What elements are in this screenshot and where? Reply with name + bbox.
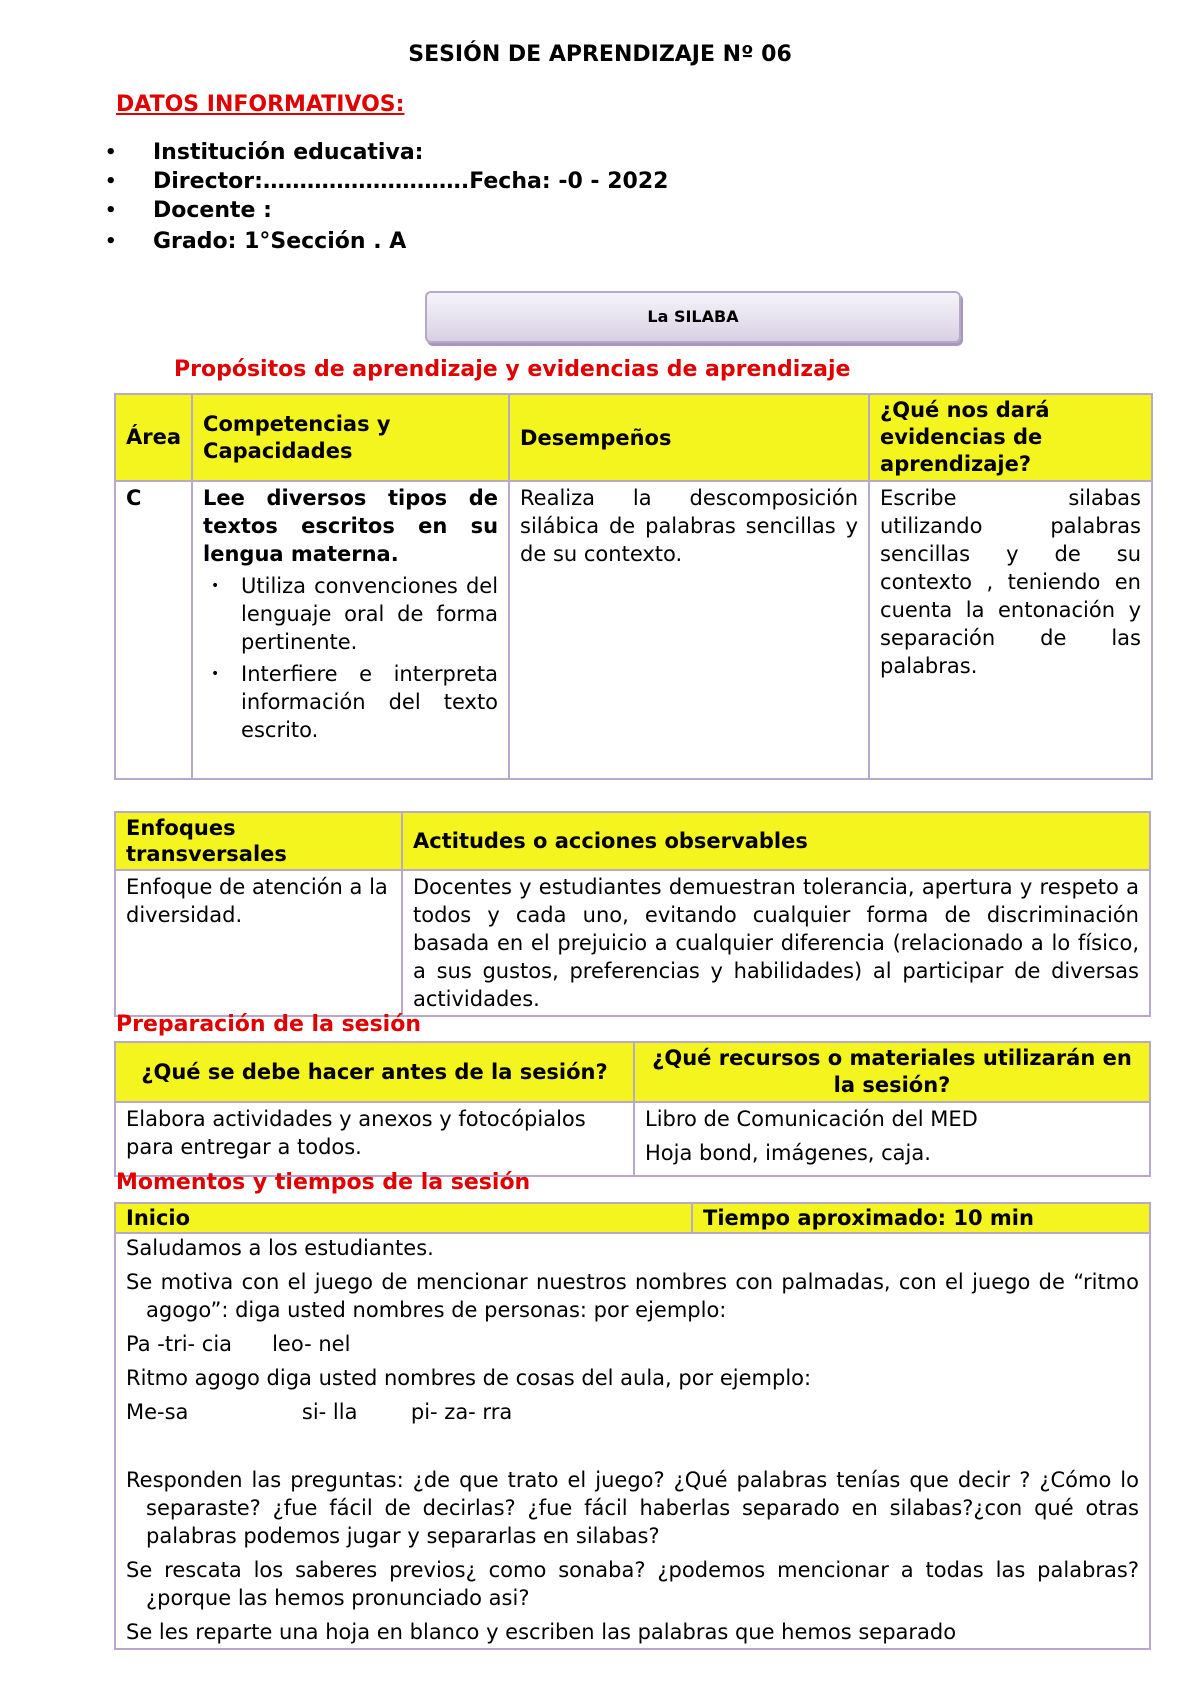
- info-list: [105, 138, 668, 256]
- header-area: Área: [115, 394, 192, 481]
- table-row: [115, 870, 1150, 1016]
- actitud-cell: Docentes y estudiantes demuestran tolerancia, apertura y respeto a todos y cada uno, evitando cualquier forma de discriminación basada en el prejuicio a cualquier diferencia (relacionado a lo físico, a sus gustos, preferencias y habilidades) al participar de diversas actividades.: [402, 870, 1150, 1016]
- table-header-row: [115, 1042, 1150, 1102]
- enfoques-table: [114, 811, 1151, 1017]
- table-row: [115, 1102, 1150, 1176]
- datos-heading: DATOS INFORMATIVOS:: [116, 92, 405, 117]
- info-institucion: • Institución educativa:: [105, 138, 668, 167]
- recurso-item: Hoja bond, imágenes, caja.: [645, 1141, 931, 1165]
- header-inicio: Inicio: [115, 1203, 692, 1233]
- header-evidencias: ¿Qué nos dará evidencias de aprendizaje?: [869, 394, 1152, 481]
- capacidades-list: [203, 572, 498, 744]
- header-competencias: Competencias y Capacidades: [192, 394, 509, 481]
- propositos-table: [114, 393, 1153, 780]
- recursos-cell: [634, 1102, 1150, 1176]
- header-recursos: ¿Qué recursos o materiales utilizarán en la sesión?: [634, 1042, 1150, 1102]
- info-docente: • Docente :: [105, 196, 668, 225]
- recurso-item: Libro de Comunicación del MED: [645, 1107, 978, 1131]
- topic-box: La SILABA: [425, 291, 961, 343]
- capacidad-item: • Utiliza convenciones del lenguaje oral de forma pertinente.: [241, 572, 498, 656]
- header-desempenos: Desempeños: [509, 394, 869, 481]
- info-grado: • Grado: 1°Sección . A: [105, 227, 668, 256]
- propositos-heading: Propósitos de aprendizaje y evidencias de aprendizaje: [174, 357, 851, 382]
- antes-cell: Elabora actividades y anexos y fotocópialos para entregar a todos.: [115, 1102, 634, 1176]
- inicio-line: Saludamos a los estudiantes.: [126, 1236, 434, 1260]
- table-row: [115, 481, 1152, 779]
- inicio-line: Responden las preguntas: ¿de que trato el juego? ¿Qué palabras tenías que decir ? ¿Cómo lo separaste? ¿fue fácil de decirlas? ¿fue fácil haberlas separado en silabas?¿con qué otras palabras podemos jugar y separarlas en silabas?: [126, 1468, 1139, 1548]
- competencia-cell: [192, 481, 509, 779]
- header-tiempo: Tiempo aproximado: 10 min: [692, 1203, 1150, 1233]
- momentos-table: [114, 1202, 1151, 1650]
- inicio-line: Me-sa si- lla pi- za- rra: [126, 1400, 513, 1424]
- inicio-line: Se rescata los saberes previos¿ como sonaba? ¿podemos mencionar a todas las palabras?¿porque las hemos pronunciado asi?: [126, 1558, 1139, 1610]
- area-cell: C: [115, 481, 192, 779]
- info-director: • Director:……………………….Fecha: -0 - 2022: [105, 167, 668, 196]
- table-header-row: [115, 1203, 1150, 1233]
- preparacion-table: [114, 1041, 1151, 1177]
- inicio-content: [115, 1233, 1150, 1649]
- header-actitudes: Actitudes o acciones observables: [402, 812, 1150, 870]
- evidencia-cell: Escribe silabas utilizando palabras sencillas y de su contexto , teniendo en cuenta la entonación y separación de las palabras.: [869, 481, 1152, 779]
- table-header-row: [115, 812, 1150, 870]
- inicio-line: Ritmo agogo diga usted nombres de cosas del aula, por ejemplo:: [126, 1366, 812, 1390]
- table-row: [115, 1233, 1150, 1649]
- inicio-line: Se les reparte una hoja en blanco y escriben las palabras que hemos separado: [126, 1620, 957, 1644]
- header-antes: ¿Qué se debe hacer antes de la sesión?: [115, 1042, 634, 1102]
- momentos-heading: Momentos y tiempos de la sesión: [116, 1170, 531, 1195]
- enfoque-cell: Enfoque de atención a la diversidad.: [115, 870, 402, 1016]
- page-title: SESIÓN DE APRENDIZAJE Nº 06: [408, 42, 792, 67]
- preparacion-heading: Preparación de la sesión: [116, 1012, 422, 1037]
- header-enfoques: Enfoques transversales: [115, 812, 402, 870]
- capacidad-item: • Interfiere e interpreta información del texto escrito.: [241, 660, 498, 744]
- desempeno-cell: Realiza la descomposición silábica de palabras sencillas y de su contexto.: [509, 481, 869, 779]
- inicio-line: Pa -tri- cia leo- nel: [126, 1332, 351, 1356]
- competencia-text: Lee diversos tipos de textos escritos en su lengua materna.: [203, 486, 499, 566]
- inicio-line: Se motiva con el juego de mencionar nuestros nombres con palmadas, con el juego de “ritmo agogo”: diga usted nombres de personas: por ejemplo:: [126, 1270, 1139, 1322]
- table-header-row: [115, 394, 1152, 481]
